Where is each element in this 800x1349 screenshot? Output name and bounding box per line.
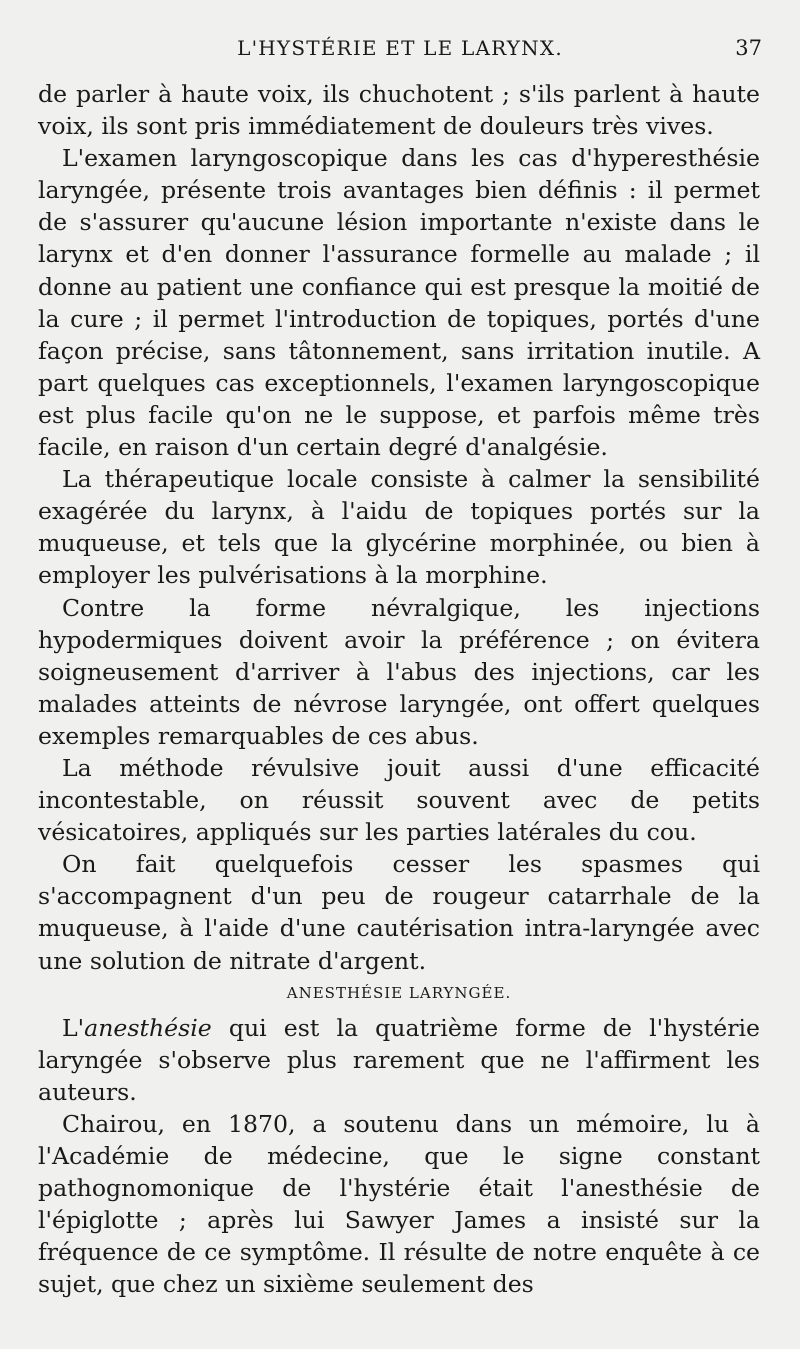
running-title: L'HYSTÉRIE ET LE LARYNX.	[237, 36, 563, 60]
paragraph-continued: de parler à haute voix, ils chuchotent ; s'ils parlent à haute voix, ils sont pris immédiatement de douleurs très vives.	[38, 80, 760, 141]
paragraph-local-therapy: La thérapeutique locale consiste à calmer la sensibilité exagérée du larynx, à l'aidu de topiques portés sur la muqueuse, et tels que la glycérine morphinée, ou bien à employer les pulvérisations à la morphine.	[38, 465, 760, 590]
body-text	[38, 78, 760, 1300]
paragraph-chairou: Chairou, en 1870, a soutenu dans un mémoire, lu à l'Académie de médecine, que le signe constant pathognomonique de l'hystérie était l'anesthésie de l'épiglotte ; après lui Sawyer James a insisté sur la fréquence de ce symptôme. Il résulte de notre enquête à ce sujet, que chez un sixième seulement des	[38, 1109, 760, 1299]
paragraph-spasms: On fait quelquefois cesser les spasmes qui s'accompagnent d'un peu de rougeur catarrhale de la muqueuse, à l'aide d'une cautérisation intra-laryngée avec une solution de nitrate d'argent.	[38, 850, 760, 975]
anesthesia-term: anesthésie	[84, 1013, 212, 1042]
paragraph-anesthesia	[38, 1012, 760, 1108]
paragraph-revulsive-method: La méthode révulsive jouit aussi d'une efficacité incontestable, on réussit souvent avec de petits vésicatoires, appliqués sur les parties latérales du cou.	[38, 753, 760, 847]
anesthesia-prefix: L'	[62, 1013, 85, 1042]
paragraph-neuralgic-form: Contre la forme névralgique, les injections hypodermiques doivent avoir la préférence ; on évitera soigneusement d'arriver à l'abus des injections, car les malades atteints de névrose laryngée, ont offert quelques exemples remarquables de ces abus.	[38, 593, 760, 750]
page-number: 37	[735, 36, 762, 60]
section-heading: ANESTHÉSIE LARYNGÉE.	[286, 983, 512, 1002]
page-header	[0, 36, 800, 66]
paragraph-laryngoscopic-exam: L'examen laryngoscopique dans les cas d'hyperesthésie laryngée, présente trois avantages bien définis : il permet de s'assurer qu'aucune lésion importante n'existe dans le larynx et d'en donner l'assurance formelle au malade ; il donne au patient une confiance qui est presque la moitié de la cure ; il permet l'introduction de topiques, portés d'une façon précise, sans tâtonnement, sans irritation inutile. A part quelques cas exceptionnels, l'examen laryngoscopique est plus facile qu'on ne le suppose, et parfois même très facile, en raison d'un certain degré d'analgésie.	[38, 144, 760, 462]
anesthesia-rest: qui est la quatrième forme de l'hystérie laryngée s'observe plus rarement que ne l'affirment les auteurs.	[38, 1013, 760, 1106]
